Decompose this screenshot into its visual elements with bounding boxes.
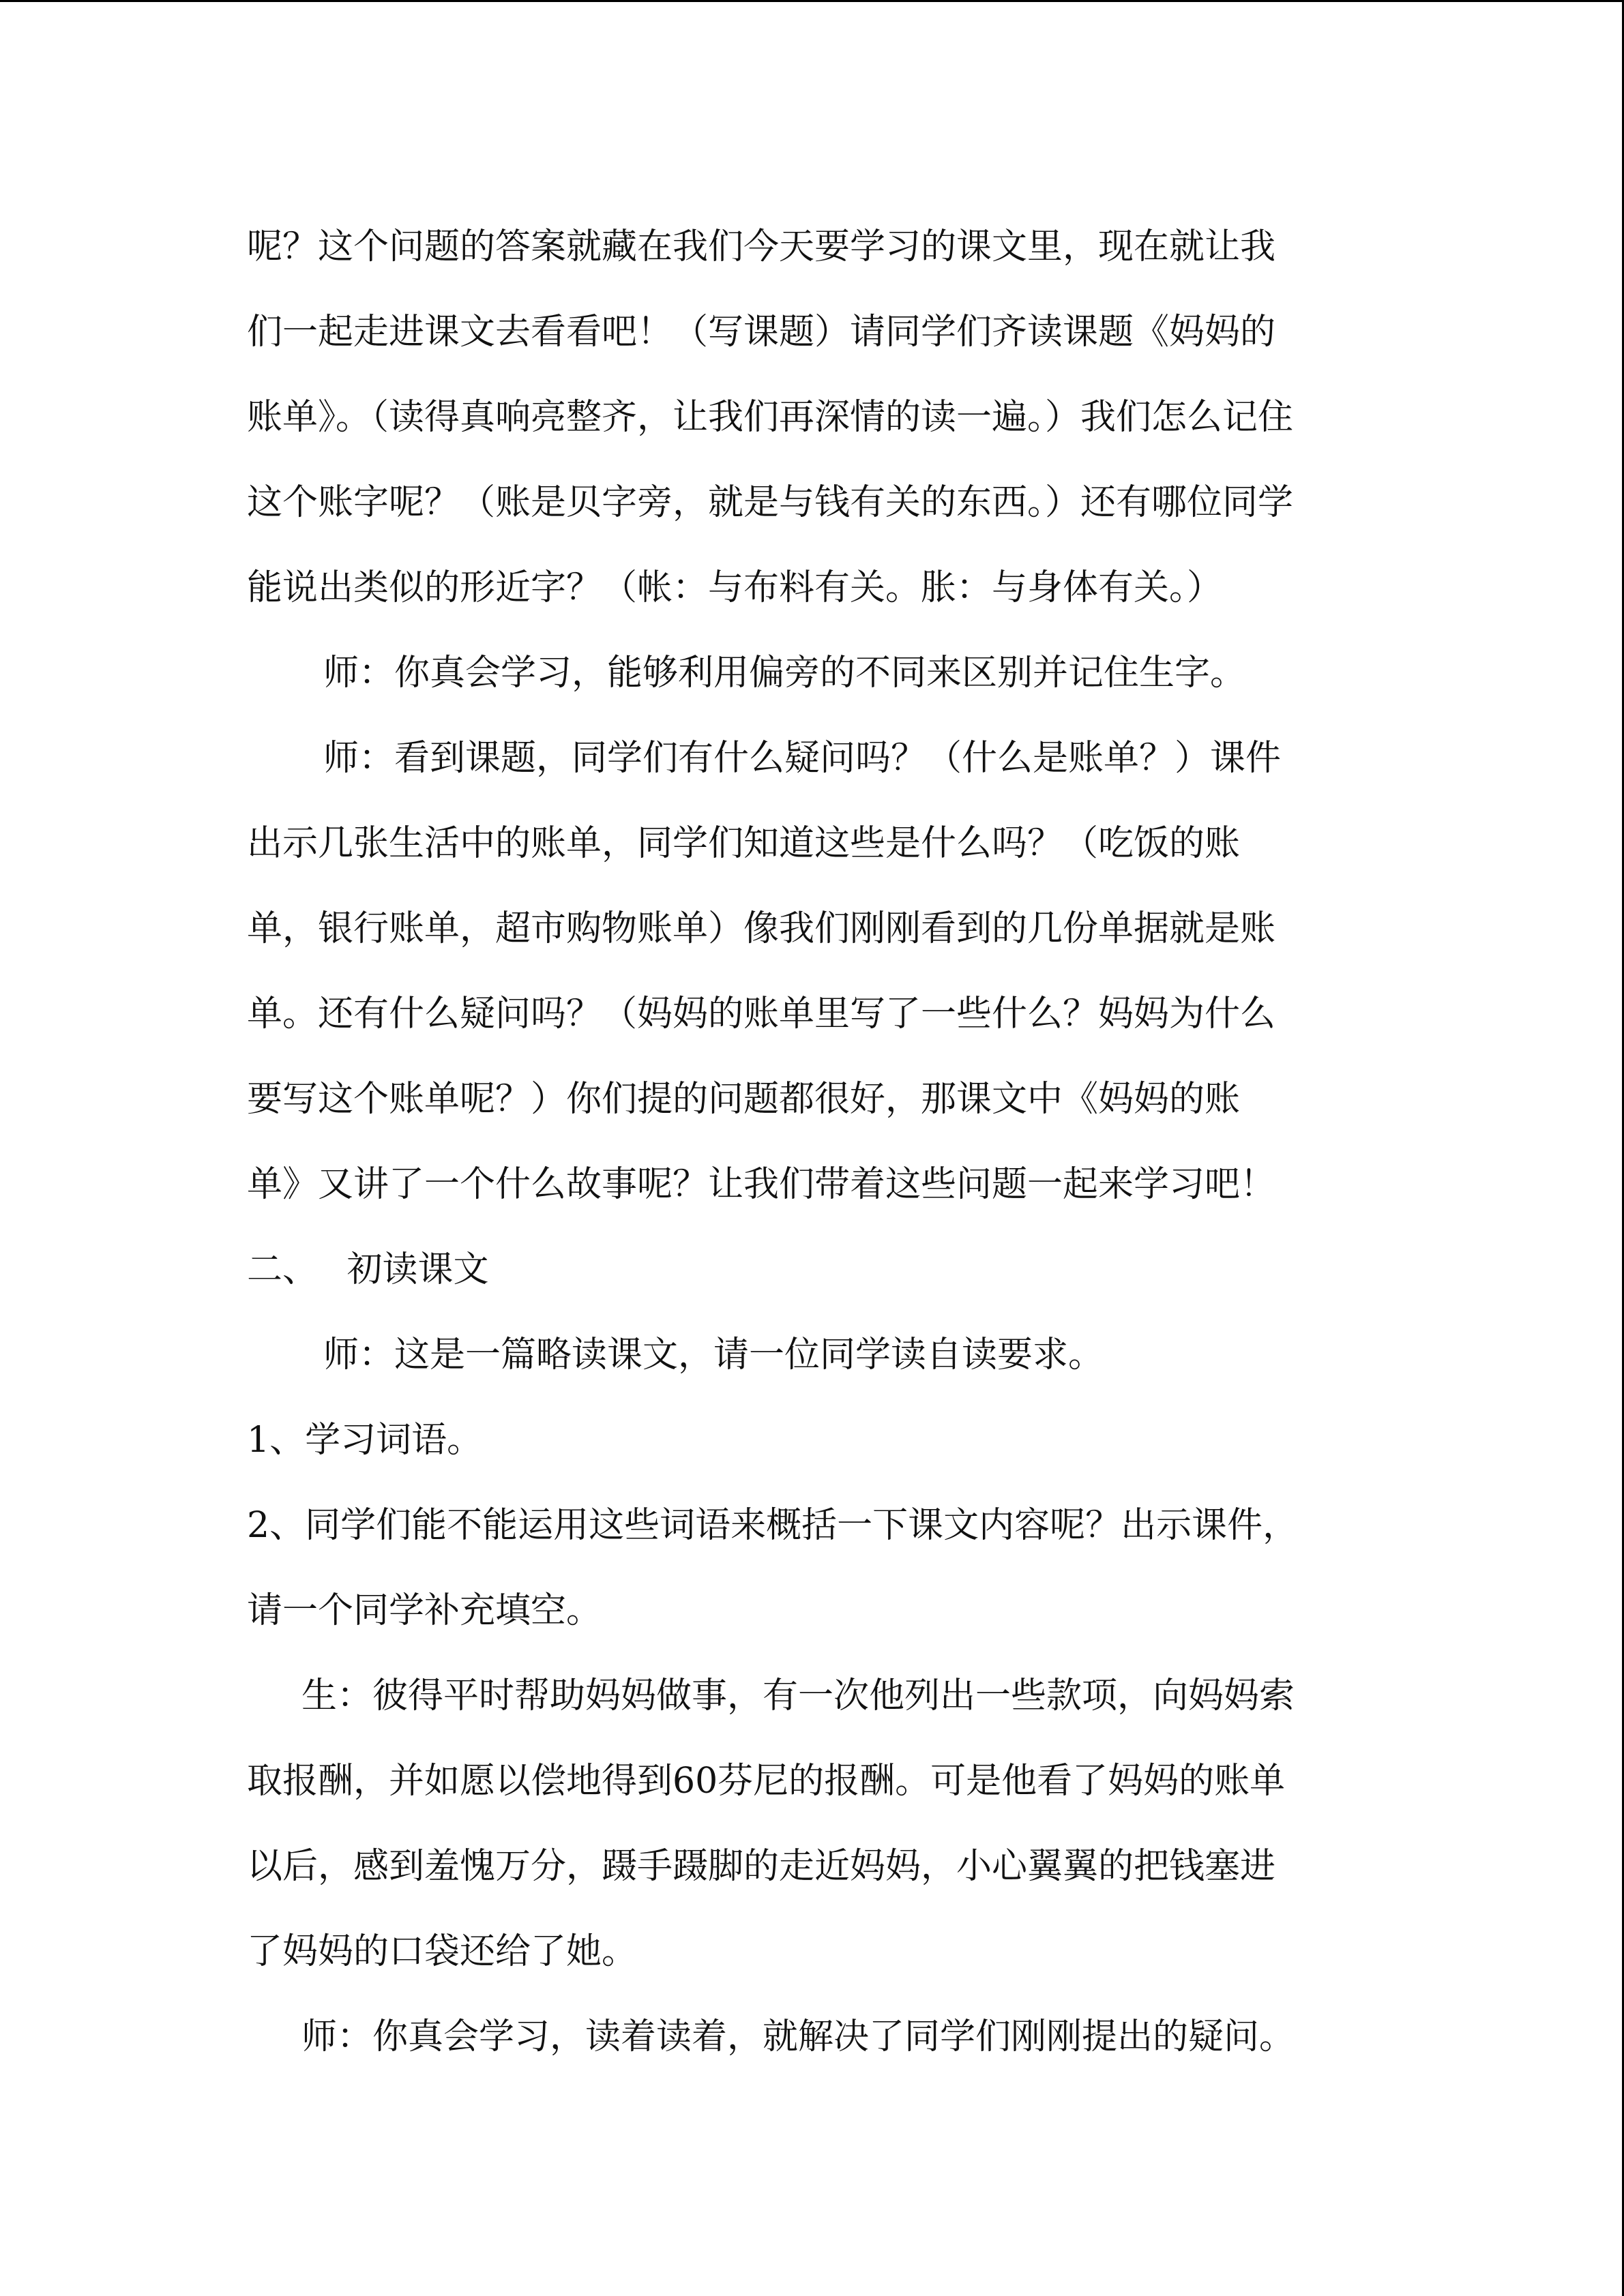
text-line: 师：这是一篇略读课文，请一位同学读自读要求。: [323, 1335, 1104, 1375]
text-line: 师：你真会学习，能够利用偏旁的不同来区别并记住生字。: [323, 653, 1246, 694]
text-line: 请一个同学补充填空。: [247, 1590, 602, 1631]
text-line: 生：彼得平时帮助妈妈做事，有一次他列出一些款项，向妈妈索: [301, 1675, 1295, 1716]
text-line: 单》又讲了一个什么故事呢？让我们带着这些问题一起来学习吧！: [247, 1164, 1276, 1205]
text-line: 以后，感到羞愧万分，蹑手蹑脚的走近妈妈，小心翼翼的把钱塞进: [247, 1846, 1276, 1887]
text-line: 们一起走进课文去看看吧！（写课题）请同学们齐读课题《妈妈的: [247, 312, 1276, 353]
section-heading: 二、 初读课文: [247, 1249, 489, 1290]
document-body: [247, 205, 1379, 2080]
text-line: 师：你真会学习，读着读着，就解决了同学们刚刚提出的疑问。: [301, 2016, 1295, 2057]
text-line: 呢？这个问题的答案就藏在我们今天要学习的课文里，现在就让我: [247, 226, 1276, 267]
text-line: 取报酬，并如愿以偿地得到60芬尼的报酬。可是他看了妈妈的账单: [247, 1761, 1286, 1802]
list-item: 1、学习词语。: [247, 1420, 483, 1461]
text-line: 出示几张生活中的账单，同学们知道这些是什么吗？（吃饭的账: [247, 823, 1241, 864]
text-line: 账单》。（读得真响亮整齐，让我们再深情的读一遍。）我们怎么记住: [247, 397, 1294, 438]
text-line: 单，银行账单，超市购物账单）像我们刚刚看到的几份单据就是账: [247, 908, 1276, 949]
text-line: 这个账字呢？（账是贝字旁，就是与钱有关的东西。）还有哪位同学: [247, 482, 1294, 523]
text-line: 单。还有什么疑问吗？（妈妈的账单里写了一些什么？妈妈为什么: [247, 994, 1276, 1034]
text-line: 要写这个账单呢？）你们提的问题都很好，那课文中《妈妈的账: [247, 1079, 1241, 1120]
text-line: 能说出类似的形近字？（帐：与布料有关。胀：与身体有关。）: [247, 567, 1223, 608]
text-line: 了妈妈的口袋还给了她。: [247, 1931, 638, 1972]
text-line: 师：看到课题，同学们有什么疑问吗？（什么是账单？）课件: [323, 738, 1282, 779]
list-item: 2、同学们能不能运用这些词语来概括一下课文内容呢？出示课件，: [247, 1505, 1299, 1546]
page-top-border: [0, 0, 1624, 2]
